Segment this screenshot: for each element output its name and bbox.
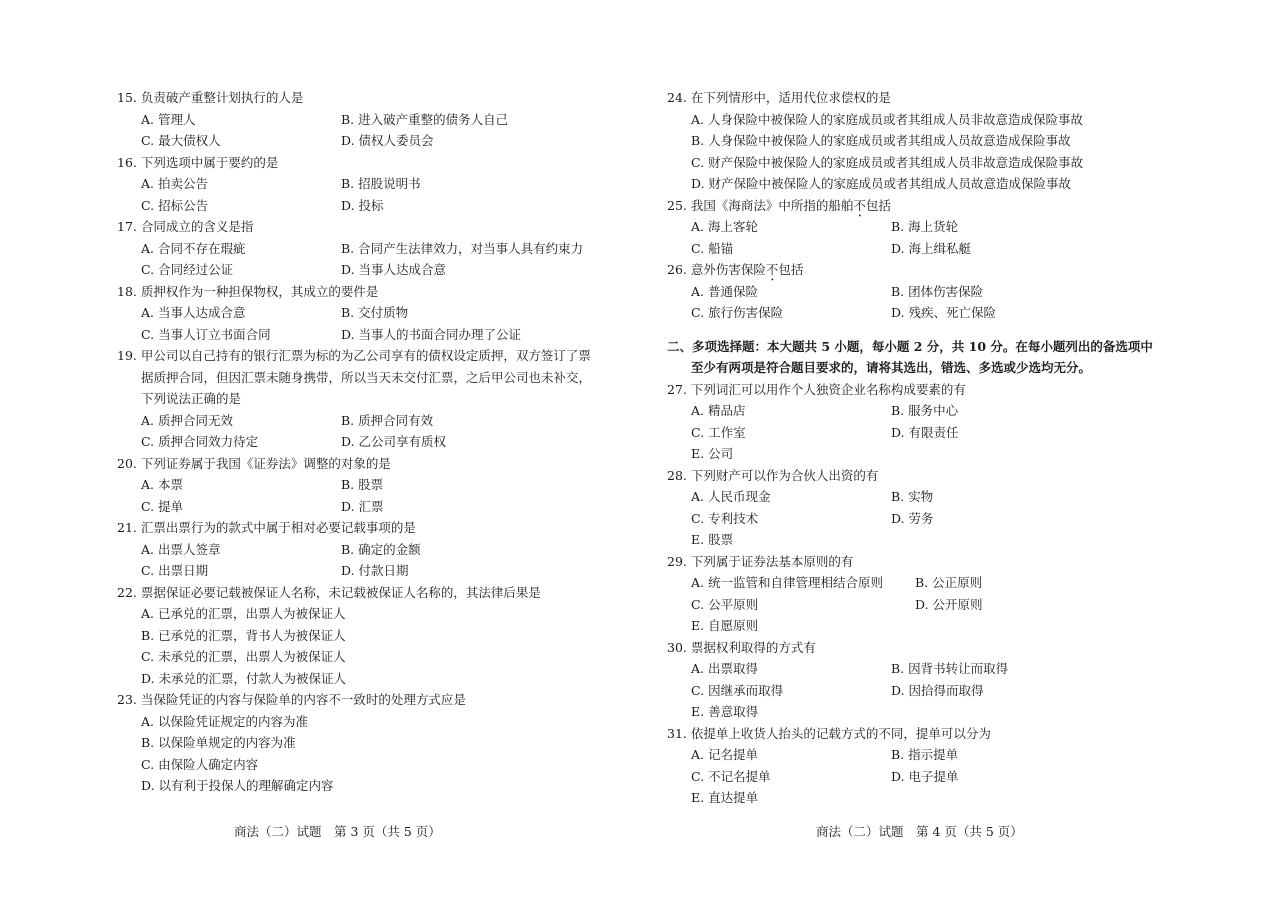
answer-option-row xyxy=(117,539,607,561)
answer-option: C. 不记名提单 xyxy=(691,768,771,784)
answer-option: C. 提单 xyxy=(141,498,184,514)
answer-option: B. 股票 xyxy=(341,477,384,492)
answer-option: C. 未承兑的汇票，出票人为被保证人 xyxy=(141,649,346,664)
answer-option: D. 当事人达成合意 xyxy=(341,262,447,277)
answer-option-row xyxy=(117,474,607,496)
answer-option: E. 股票 xyxy=(691,532,734,547)
answer-option: B. 进入破产重整的债务人自己 xyxy=(341,111,509,127)
answer-option: A. 人民币现金 xyxy=(691,489,771,504)
answer-option: E. 善意取得 xyxy=(691,704,759,719)
question-stem: 17. 合同成立的含义是指 xyxy=(117,219,254,234)
answer-option: B. 因背书转让而取得 xyxy=(891,661,1009,676)
answer-option-row xyxy=(117,238,607,260)
answer-option: B. 交付质物 xyxy=(341,305,409,320)
answer-option-row xyxy=(117,324,607,346)
answer-option: A. 记名提单 xyxy=(691,747,758,762)
question-stem: 28. 下列财产可以作为合伙人出资的有 xyxy=(667,467,879,483)
page-footer: 商法（二）试题 第 4 页（共 5 页） xyxy=(816,824,1023,839)
answer-option: C. 质押合同效力待定 xyxy=(141,434,259,449)
answer-option: D. 电子提单 xyxy=(891,768,959,784)
question-stem: 18. 质押权作为一种担保物权，其成立的要件是 xyxy=(117,283,379,299)
answer-option: C. 因继承而取得 xyxy=(691,682,784,698)
answer-option: A. 已承兑的汇票，出票人为被保证人 xyxy=(141,606,346,621)
answer-option: C. 工作室 xyxy=(691,424,746,440)
answer-option-row xyxy=(667,216,1152,238)
question-stem: 25. 我国《海商法》中所指的船舶不包括 xyxy=(667,197,891,213)
answer-option-row xyxy=(117,259,607,281)
answer-option-row xyxy=(117,195,607,217)
question-stem: 19. 甲公司以自己持有的银行汇票为标的为乙公司享有的债权设定质押，双方签订了票 xyxy=(117,348,591,363)
answer-option-row xyxy=(117,109,607,131)
answer-option: B. 质押合同有效 xyxy=(341,412,434,428)
question-stem: 24. 在下列情形中，适用代位求偿权的是 xyxy=(667,90,891,105)
answer-option: E. 自愿原则 xyxy=(691,618,759,633)
answer-option-row xyxy=(667,744,1152,766)
answer-option: B. 指示提单 xyxy=(891,747,959,762)
answer-option: D. 债权人委员会 xyxy=(341,133,434,148)
answer-option: A. 普通保险 xyxy=(691,283,758,299)
answer-option: A. 精品店 xyxy=(691,403,746,418)
answer-option: A. 以保险凭证规定的内容为准 xyxy=(141,713,308,729)
answer-option-row xyxy=(667,658,1152,680)
section-gap xyxy=(667,324,1152,336)
question-stem-continued: 下列说法正确的是 xyxy=(141,391,242,406)
question-stem: 20. 下列证券属于我国《证券法》调整的对象的是 xyxy=(117,455,391,471)
answer-option: A. 统一监管和自律管理相结合原则 xyxy=(691,575,883,590)
answer-option: C. 出票日期 xyxy=(141,563,209,578)
answer-option: D. 残疾、死亡保险 xyxy=(891,305,997,320)
answer-option: B. 海上货轮 xyxy=(891,219,959,234)
answer-option: D. 因拾得而取得 xyxy=(891,682,984,698)
answer-option: B. 团体伤害保险 xyxy=(891,283,984,299)
answer-option: D. 有限责任 xyxy=(891,424,959,440)
answer-option: C. 最大债权人 xyxy=(141,133,221,148)
page-footer: 商法（二）试题 第 3 页（共 5 页） xyxy=(234,824,441,839)
answer-option: C. 由保险人确定内容 xyxy=(141,756,259,772)
answer-option: A. 人身保险中被保险人的家庭成员或者其组成人员非故意造成保险事故 xyxy=(691,111,1083,127)
answer-option: C. 旅行伤害保险 xyxy=(691,305,784,320)
answer-option: D. 以有利于投保人的理解确定内容 xyxy=(141,778,334,793)
answer-option: C. 公平原则 xyxy=(691,596,759,612)
answer-option: C. 财产保险中被保险人的家庭成员或者其组成人员非故意造成保险事故 xyxy=(691,154,1084,170)
answer-option: A. 质押合同无效 xyxy=(141,412,233,428)
exam-page-4 xyxy=(640,0,1280,905)
answer-option: B. 公正原则 xyxy=(915,575,983,590)
answer-option-row xyxy=(117,431,607,453)
answer-option-row xyxy=(667,508,1152,530)
emphasized-text: 不 xyxy=(853,197,866,213)
question-stem: 26. 意外伤害保险不包括 xyxy=(667,262,804,277)
answer-option-row xyxy=(117,173,607,195)
answer-option-row xyxy=(667,281,1152,303)
answer-option: B. 确定的金额 xyxy=(341,541,421,557)
answer-option: B. 人身保险中被保险人的家庭成员或者其组成人员故意造成保险事故 xyxy=(691,133,1071,148)
answer-option: D. 财产保险中被保险人的家庭成员或者其组成人员故意造成保险事故 xyxy=(691,176,1072,191)
answer-option: D. 乙公司享有质权 xyxy=(341,434,447,449)
answer-option-row xyxy=(667,400,1152,422)
answer-option: D. 未承兑的汇票，付款人为被保证人 xyxy=(141,670,347,686)
question-stem: 16. 下列选项中属于要约的是 xyxy=(117,154,279,170)
answer-option: C. 专利技术 xyxy=(691,510,759,526)
answer-option-row xyxy=(667,594,1152,616)
answer-option: B. 以保险单规定的内容为准 xyxy=(141,735,296,750)
answer-option-row xyxy=(667,238,1152,260)
answer-option: D. 当事人的书面合同办理了公证 xyxy=(341,326,522,342)
answer-option-row xyxy=(667,572,1152,594)
answer-option: C. 当事人订立书面合同 xyxy=(141,326,271,342)
section-heading-continued: 至少有两项是符合题目要求的，请将其选出，错选、多选或少选均无分。 xyxy=(691,360,1092,375)
question-stem: 31. 依提单上收货人抬头的记载方式的不同，提单可以分为 xyxy=(667,725,991,741)
answer-option: D. 海上缉私艇 xyxy=(891,240,972,256)
answer-option-row xyxy=(667,680,1152,702)
answer-option-row xyxy=(117,302,607,324)
answer-option: D. 汇票 xyxy=(341,498,384,514)
emphasized-text: 不 xyxy=(765,262,779,277)
answer-option: A. 合同不存在瑕疵 xyxy=(141,240,246,256)
answer-option-row xyxy=(117,560,607,582)
answer-option: A. 管理人 xyxy=(141,111,196,127)
answer-option-row xyxy=(667,302,1152,324)
question-stem-continued: 据质押合同，但因汇票未随身携带，所以当天未交付汇票，之后甲公司也未补交， xyxy=(141,369,592,385)
answer-option-row xyxy=(667,422,1152,444)
answer-option: A. 当事人达成合意 xyxy=(141,305,246,320)
answer-option-row xyxy=(117,410,607,432)
question-stem: 22. 票据保证必要记载被保证人名称，未记载被保证人名称的，其法律后果是 xyxy=(117,584,541,600)
question-column xyxy=(667,87,1152,809)
answer-option: B. 服务中心 xyxy=(891,403,959,418)
answer-option: D. 付款日期 xyxy=(341,563,409,578)
answer-option: B. 招股说明书 xyxy=(341,176,421,191)
answer-option: C. 招标公告 xyxy=(141,197,209,213)
question-column xyxy=(117,87,607,797)
answer-option-row xyxy=(667,486,1152,508)
answer-option: A. 海上客轮 xyxy=(691,219,758,234)
question-stem: 15. 负责破产重整计划执行的人是 xyxy=(117,90,304,105)
answer-option-row xyxy=(667,766,1152,788)
answer-option-row xyxy=(117,496,607,518)
answer-option: E. 直达提单 xyxy=(691,790,759,805)
answer-option-row xyxy=(117,130,607,152)
section-heading: 二、多项选择题：本大题共 5 小题，每小题 2 分，共 10 分。在每小题列出的备选项中 xyxy=(667,338,1153,354)
answer-option: C. 船锚 xyxy=(691,240,734,256)
answer-option: A. 出票人签章 xyxy=(141,541,221,557)
question-stem: 30. 票据权利取得的方式有 xyxy=(667,639,816,655)
question-stem: 21. 汇票出票行为的款式中属于相对必要记载事项的是 xyxy=(117,520,416,535)
question-stem: 23. 当保险凭证的内容与保险单的内容不一致时的处理方式应是 xyxy=(117,692,466,707)
answer-option: A. 拍卖公告 xyxy=(141,176,208,191)
answer-option: D. 劳务 xyxy=(891,510,934,526)
answer-option: D. 公开原则 xyxy=(915,596,983,612)
answer-option: B. 已承兑的汇票，背书人为被保证人 xyxy=(141,627,346,643)
answer-option: A. 本票 xyxy=(141,477,183,492)
question-stem: 27. 下列词汇可以用作个人独资企业名称构成要素的有 xyxy=(667,381,966,397)
answer-option: A. 出票取得 xyxy=(691,661,758,676)
answer-option: E. 公司 xyxy=(691,446,734,461)
question-stem: 29. 下列属于证券法基本原则的有 xyxy=(667,553,854,569)
answer-option: B. 合同产生法律效力，对当事人具有约束力 xyxy=(341,240,584,256)
answer-option: C. 合同经过公证 xyxy=(141,262,234,277)
answer-option: D. 投标 xyxy=(341,197,384,213)
answer-option: B. 实物 xyxy=(891,489,934,504)
